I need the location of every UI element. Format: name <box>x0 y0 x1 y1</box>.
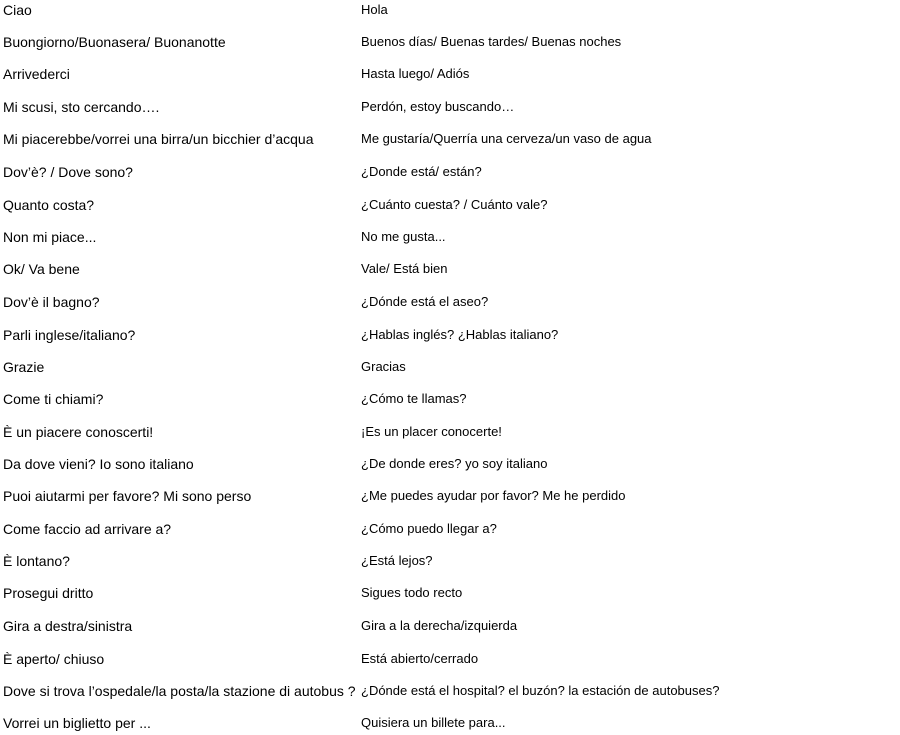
spanish-phrase: Hola <box>361 2 388 17</box>
spanish-phrase: Está abierto/cerrado <box>361 651 479 666</box>
italian-phrase: Da dove vieni? Io sono italiano <box>3 456 194 472</box>
spanish-phrase: Gira a la derecha/izquierda <box>361 618 518 633</box>
phrase-row <box>0 583 900 605</box>
spanish-phrase: No me gusta... <box>361 229 446 244</box>
spanish-phrase: Hasta luego/ Adiós <box>361 66 470 81</box>
italian-phrase: Dove si trova l’ospedale/la posta/la stazione di autobus ? <box>3 683 356 699</box>
spanish-phrase: Gracias <box>361 359 406 374</box>
spanish-phrase: Quisiera un billete para... <box>361 715 506 730</box>
italian-phrase: Dov’è il bagno? <box>3 294 100 310</box>
italian-phrase: È un piacere conoscerti! <box>3 424 154 440</box>
spanish-phrase: ¿Cuánto cuesta? / Cuánto vale? <box>361 197 548 212</box>
italian-phrase: Quanto costa? <box>3 197 95 213</box>
phrase-row <box>0 97 900 119</box>
italian-phrase: Come faccio ad arrivare a? <box>3 521 172 537</box>
spanish-phrase: ¿Cómo te llamas? <box>361 391 467 406</box>
phrase-row <box>0 519 900 541</box>
phrase-row <box>0 195 900 217</box>
italian-phrase: Mi piacerebbe/vorrei una birra/un bicchier d’acqua <box>3 131 314 147</box>
phrase-row <box>0 357 900 379</box>
spanish-phrase: ¿Cómo puedo llegar a? <box>361 521 497 536</box>
phrase-row <box>0 681 900 703</box>
spanish-phrase: ¿Me puedes ayudar por favor? Me he perdido <box>361 488 626 503</box>
italian-phrase: È lontano? <box>3 553 70 569</box>
phrase-row <box>0 649 900 671</box>
phrase-row <box>0 292 900 314</box>
italian-phrase: Buongiorno/Buonasera/ Buonanotte <box>3 34 226 50</box>
italian-phrase: È aperto/ chiuso <box>3 651 105 667</box>
phrase-row <box>0 32 900 54</box>
spanish-phrase: ¿Donde está/ están? <box>361 164 482 179</box>
spanish-phrase: ¿Dónde está el aseo? <box>361 294 489 309</box>
phrase-row <box>0 454 900 476</box>
italian-phrase: Arrivederci <box>3 66 70 82</box>
spanish-phrase: Vale/ Está bien <box>361 261 448 276</box>
italian-phrase: Puoi aiutarmi per favore? Mi sono perso <box>3 488 252 504</box>
italian-phrase: Ciao <box>3 2 32 18</box>
phrase-row <box>0 162 900 184</box>
spanish-phrase: Me gustaría/Querría una cerveza/un vaso de agua <box>361 131 652 146</box>
phrase-row <box>0 259 900 281</box>
spanish-phrase: ¿Hablas inglés? ¿Hablas italiano? <box>361 327 559 342</box>
spanish-phrase: Perdón, estoy buscando… <box>361 99 515 114</box>
italian-phrase: Gira a destra/sinistra <box>3 618 133 634</box>
spanish-phrase: ¿Está lejos? <box>361 553 433 568</box>
phrase-row <box>0 422 900 444</box>
italian-phrase: Ok/ Va bene <box>3 261 80 277</box>
italian-phrase: Mi scusi, sto cercando…. <box>3 99 160 115</box>
spanish-phrase: ¿Dónde está el hospital? el buzón? la estación de autobuses? <box>361 683 720 698</box>
phrase-row <box>0 64 900 86</box>
italian-phrase: Come ti chiami? <box>3 391 104 407</box>
italian-phrase: Grazie <box>3 359 45 375</box>
phrase-row <box>0 616 900 638</box>
phrase-row <box>0 129 900 151</box>
italian-phrase: Vorrei un biglietto per ... <box>3 715 151 731</box>
italian-phrase: Dov’è? / Dove sono? <box>3 164 133 180</box>
phrase-row <box>0 227 900 249</box>
italian-phrase: Parli inglese/italiano? <box>3 327 136 343</box>
phrase-row <box>0 551 900 573</box>
phrase-row <box>0 0 900 22</box>
spanish-phrase: ¡Es un placer conocerte! <box>361 424 502 439</box>
spanish-phrase: Sigues todo recto <box>361 585 463 600</box>
phrase-row <box>0 486 900 508</box>
spanish-phrase: ¿De donde eres? yo soy italiano <box>361 456 548 471</box>
phrase-row <box>0 389 900 411</box>
italian-phrase: Prosegui dritto <box>3 585 94 601</box>
italian-phrase: Non mi piace... <box>3 229 97 245</box>
phrase-row <box>0 325 900 347</box>
spanish-phrase: Buenos días/ Buenas tardes/ Buenas noches <box>361 34 622 49</box>
